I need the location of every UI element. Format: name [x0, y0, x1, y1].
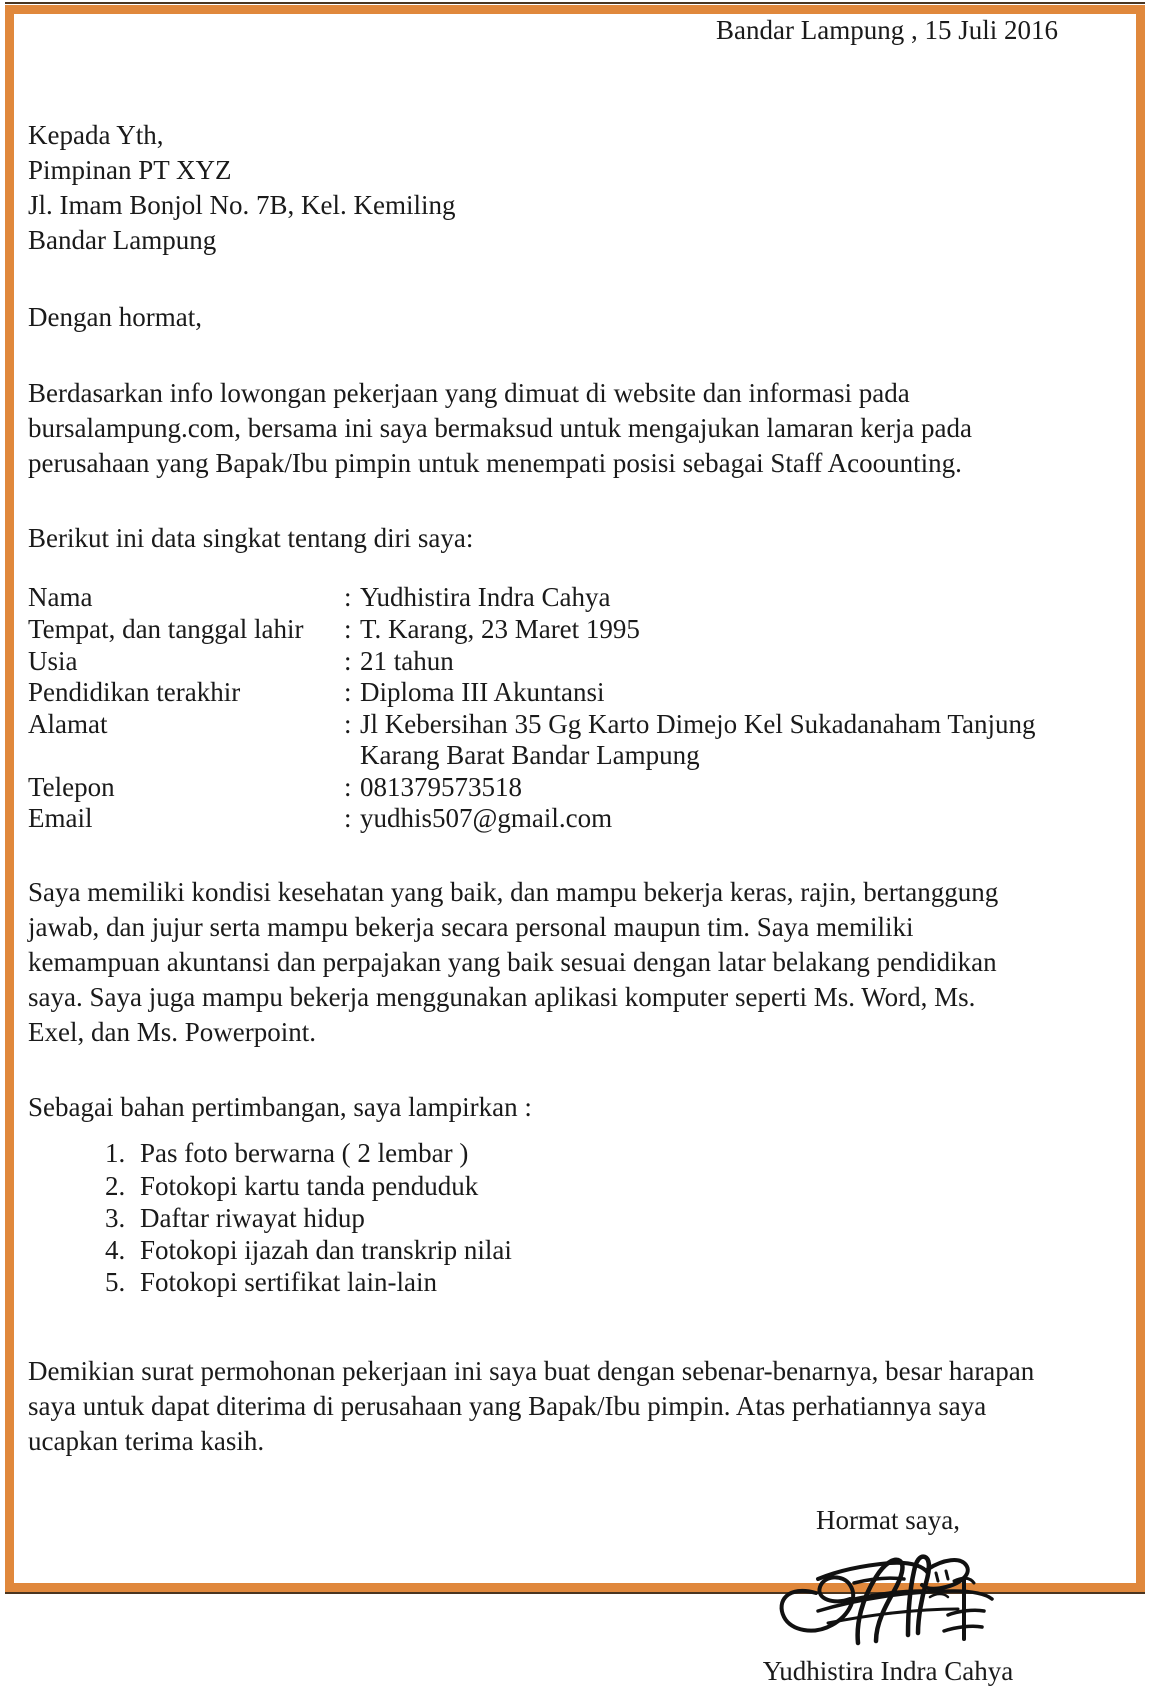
data-label-nama: Nama — [28, 582, 93, 613]
data-colon: : — [344, 582, 352, 613]
data-label-usia: Usia — [28, 645, 78, 676]
addressee-block — [28, 118, 1058, 258]
signature-block — [738, 1505, 1038, 1687]
table-row — [28, 709, 1048, 772]
addressee-line-3: Jl. Imam Bonjol No. 7B, Kel. Kemiling — [28, 189, 456, 220]
table-row — [28, 582, 1048, 614]
data-label-telepon: Telepon — [28, 771, 115, 802]
data-label-alamat: Alamat — [28, 708, 108, 739]
table-row — [28, 803, 1048, 835]
frame-border-left — [5, 5, 14, 1592]
list-item: 2. Fotokopi kartu tanda penduduk — [132, 1170, 1058, 1202]
personal-data-table — [28, 582, 1048, 835]
addressee-line-1: Kepada Yth, — [28, 119, 164, 150]
data-label-tempat-tanggal-lahir: Tempat, dan tanggal lahir — [28, 613, 304, 644]
list-item: 3. Daftar riwayat hidup — [132, 1202, 1058, 1234]
data-value-pendidikan-terakhir: Diploma III Akuntansi — [360, 677, 605, 708]
attachments-lead-in: Sebagai bahan pertimbangan, saya lampirkan : — [28, 1092, 532, 1123]
frame-border-right — [1136, 5, 1145, 1592]
data-colon: : — [344, 803, 352, 834]
skills-paragraph: Saya memiliki kondisi kesehatan yang baik, dan mampu bekerja keras, rajin, bertanggung jawab, dan jujur serta mampu bekerja secara personal maupun tim. Saya memiliki kemampuan akuntansi dan perpajakan yang baik sesuai dengan latar belakang pendidikan saya. Saya juga mampu bekerja menggunakan aplikasi komputer seperti Ms. Word, Ms. Exel, dan Ms. Powerpoint. — [28, 876, 999, 1048]
personal-data-lead-in: Berikut ini data singkat tentang diri saya: — [28, 523, 474, 554]
closing-paragraph: Demikian surat permohonan pekerjaan ini saya buat dengan sebenar-benarnya, besar harapan saya untuk dapat diterima di perusahaan yang Bapak/Ibu pimpin. Atas perhatiannya saya ucapkan terima kasih. — [28, 1356, 1035, 1457]
data-value-usia: 21 tahun — [360, 645, 454, 676]
data-colon: : — [344, 771, 352, 802]
signature-name: Yudhistira Indra Cahya — [762, 1656, 1014, 1687]
data-value-alamat-line-1: Jl Kebersihan 35 Gg Karto Dimejo Kel Sukadanaham Tanjung — [360, 708, 1036, 739]
data-value-tempat-tanggal-lahir: T. Karang, 23 Maret 1995 — [360, 613, 640, 644]
handwritten-signature-icon — [738, 1536, 1038, 1656]
letter-content — [28, 0, 1058, 1687]
data-colon: : — [344, 677, 352, 708]
date-line: Bandar Lampung , 15 Juli 2016 — [716, 15, 1058, 45]
data-value-telepon: 081379573518 — [360, 771, 522, 802]
salutation: Dengan hormat, — [28, 302, 202, 333]
addressee-line-4: Bandar Lampung — [28, 224, 217, 255]
data-colon: : — [344, 708, 352, 739]
table-row — [28, 614, 1048, 646]
list-item: 5. Fotokopi sertifikat lain-lain — [132, 1266, 1058, 1298]
signature-greeting: Hormat saya, — [816, 1505, 960, 1536]
data-value-alamat — [360, 709, 1048, 772]
data-colon: : — [344, 613, 352, 644]
data-colon: : — [344, 645, 352, 676]
data-value-alamat-line-2: Karang Barat Bandar Lampung — [360, 740, 700, 771]
intro-paragraph: Berdasarkan info lowongan pekerjaan yang dimuat di website dan informasi pada bursalampung.com, bersama ini saya bermaksud untuk mengajukan lamaran kerja pada perusahaan yang Bapak/Ibu pimpin untuk menempati posisi sebagai Staff Acoounting. — [28, 378, 972, 479]
table-row — [28, 677, 1048, 709]
list-item: 4. Fotokopi ijazah dan transkrip nilai — [132, 1234, 1058, 1266]
personal-data-rows — [28, 582, 1048, 835]
data-value-email: yudhis507@gmail.com — [360, 803, 613, 834]
data-label-email: Email — [28, 803, 93, 834]
data-label-pendidikan-terakhir: Pendidikan terakhir — [28, 677, 241, 708]
table-row — [28, 646, 1048, 678]
table-row — [28, 772, 1048, 804]
addressee-line-2: Pimpinan PT XYZ — [28, 154, 232, 185]
list-item: 1. Pas foto berwarna ( 2 lembar ) — [132, 1137, 1058, 1169]
data-value-nama: Yudhistira Indra Cahya — [360, 582, 611, 613]
attachments-list — [28, 1137, 1058, 1298]
